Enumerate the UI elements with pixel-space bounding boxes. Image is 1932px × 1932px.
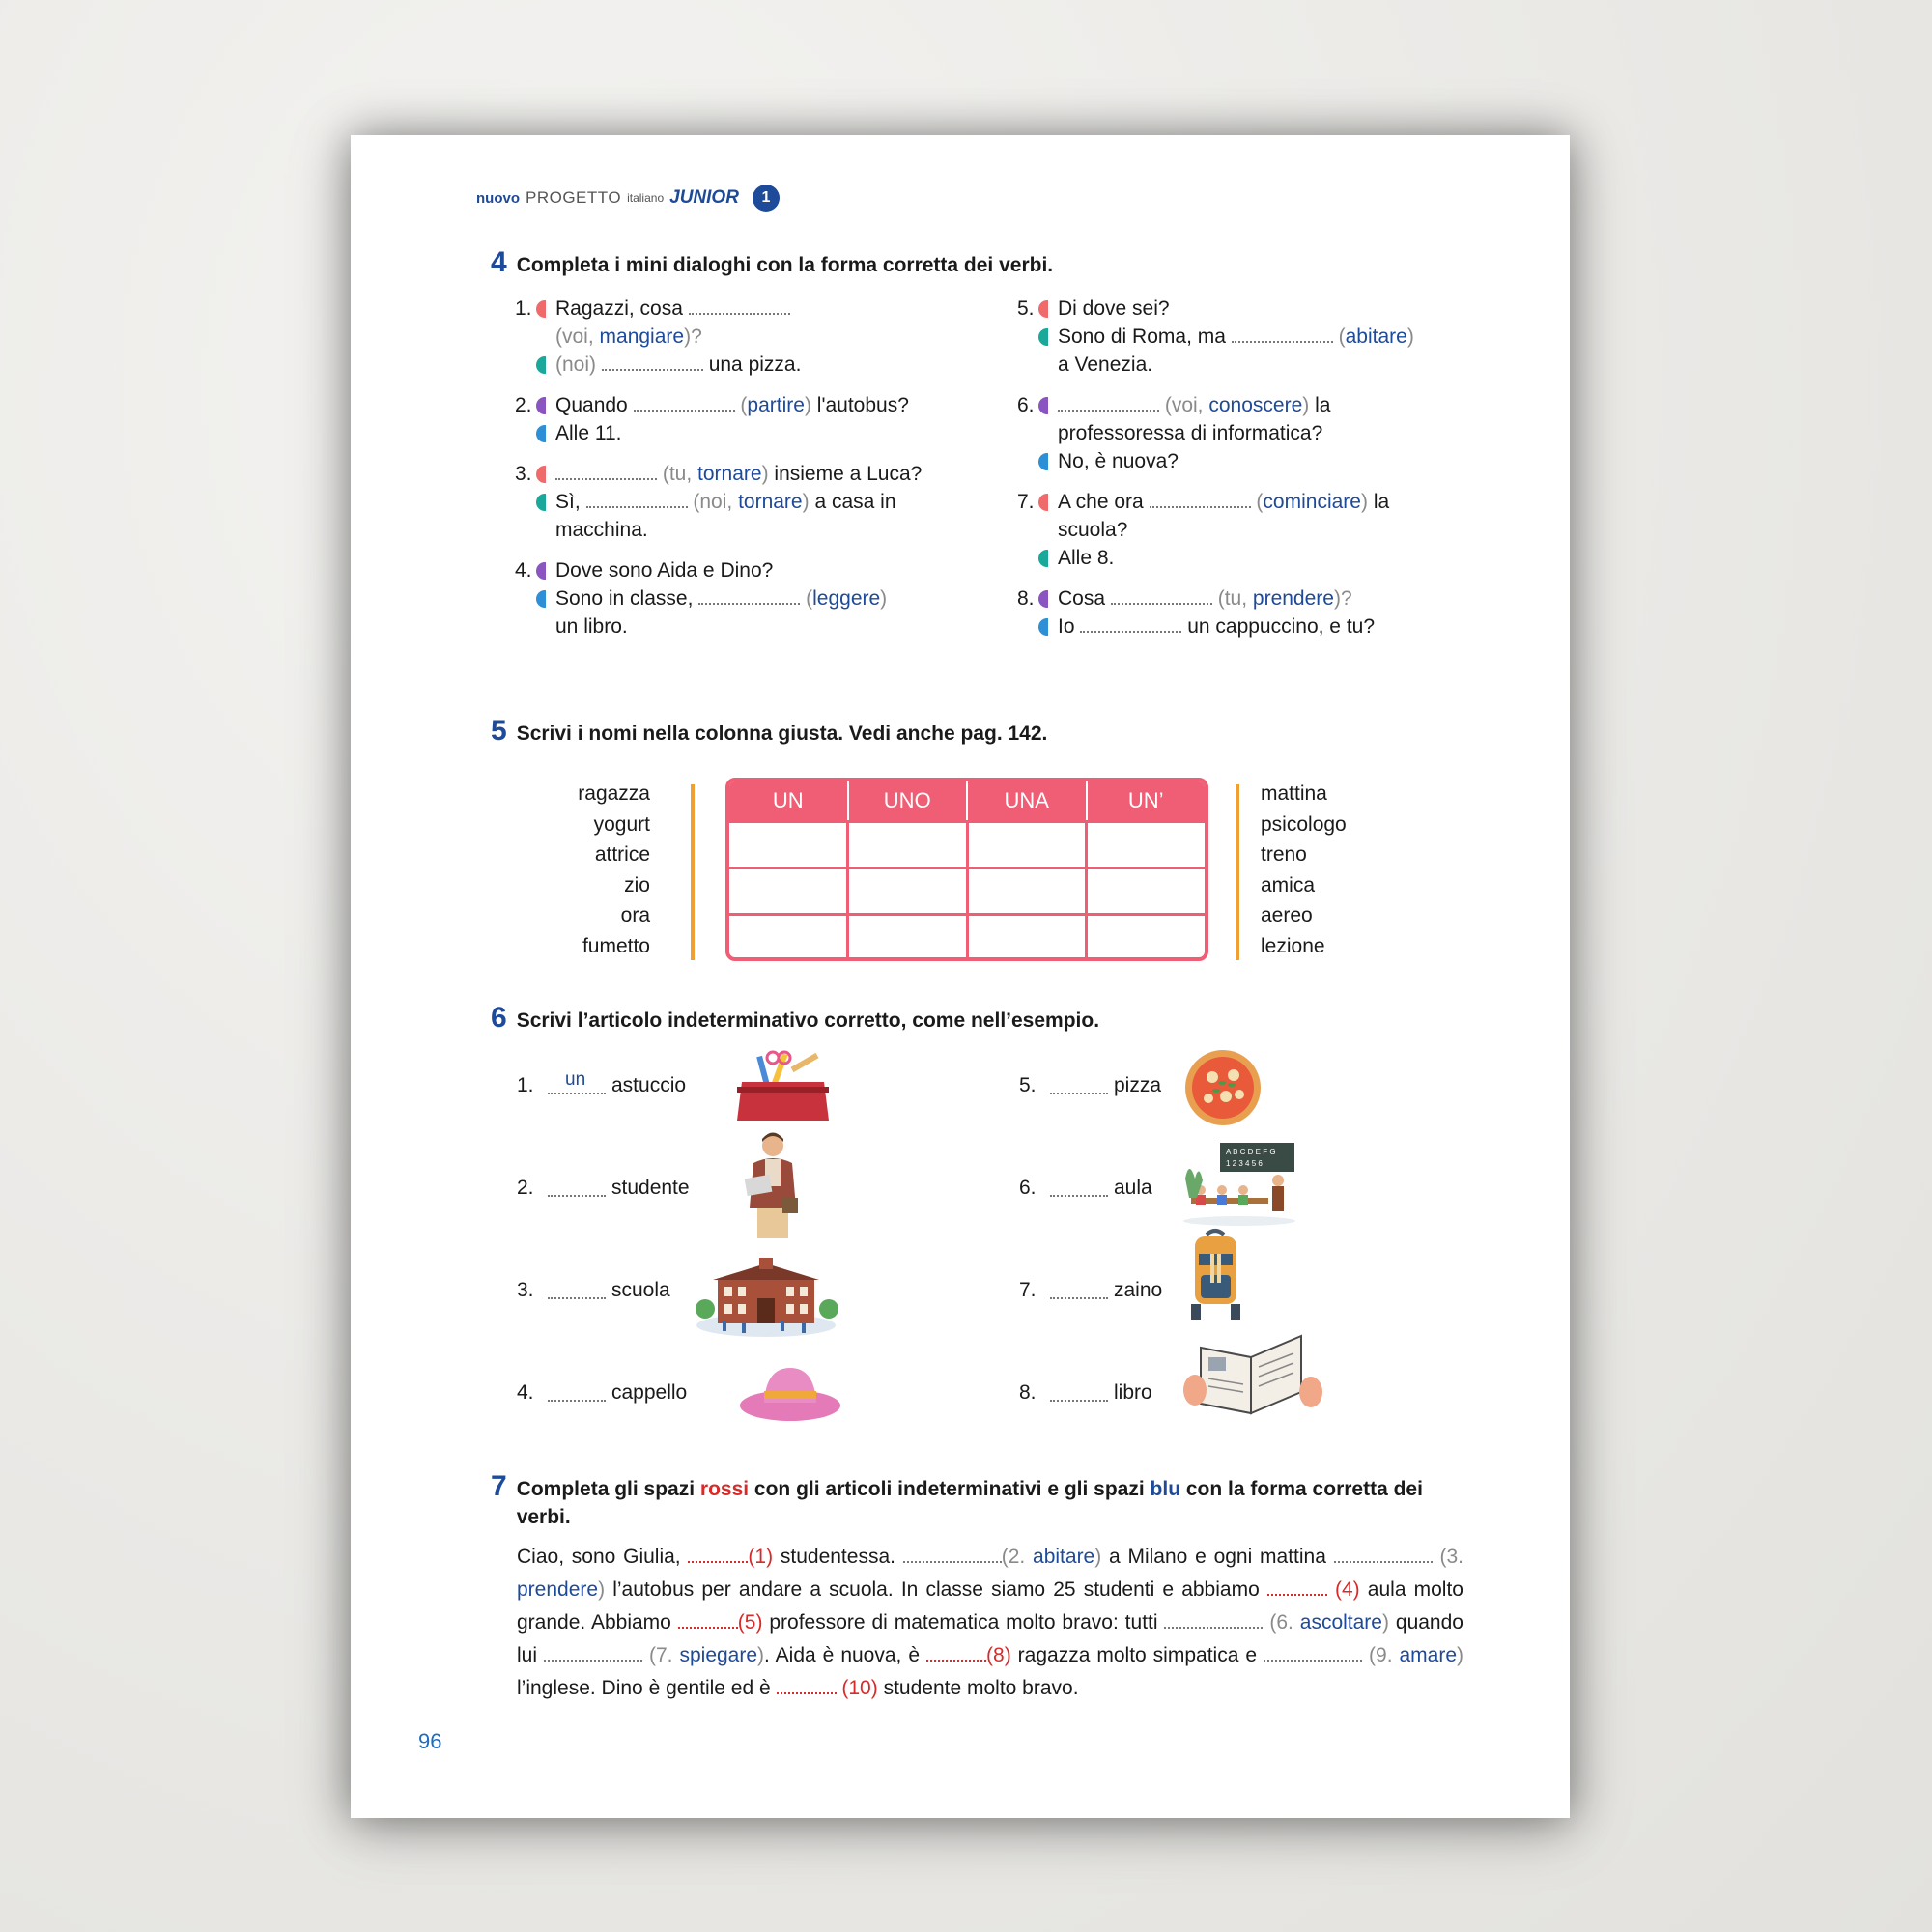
dialogue-text: Ragazzi, cosa [555, 298, 683, 320]
noun-word: scuola [611, 1279, 670, 1301]
blue-blank[interactable] [903, 1548, 1002, 1563]
dialogue-item [988, 584, 1491, 640]
item-number: 3. [517, 1279, 534, 1301]
student-icon [732, 1130, 814, 1241]
series-logo [476, 184, 780, 213]
blank-number: (5) [737, 1611, 763, 1634]
column-header: UNO [847, 781, 967, 820]
speech-bubble-icon [1038, 618, 1048, 636]
exercise-instruction: Completa i mini dialoghi con la forma corretta dei verbi. [516, 254, 1054, 276]
answer-blank[interactable] [1050, 1077, 1108, 1094]
exercise-number: 6 [491, 1002, 507, 1034]
table-row [729, 867, 1205, 913]
answer-blank[interactable] [689, 298, 790, 315]
classroom-icon [1181, 1140, 1297, 1227]
speech-bubble-icon [1038, 397, 1048, 414]
hint-text: (3. [1439, 1546, 1463, 1568]
blackboard-letters: A B C D E F G [1226, 1148, 1276, 1156]
verb-hint: abitare [1033, 1546, 1095, 1568]
example-answer: un [565, 1069, 586, 1090]
dialogue-text: professoressa di informatica? [1058, 422, 1323, 444]
paragraph-text: professore di matematica molto bravo: tutti [769, 1611, 1158, 1634]
answer-blank[interactable] [1232, 326, 1333, 343]
dialogue-text: una pizza. [708, 354, 802, 376]
backpack-icon [1189, 1227, 1242, 1323]
word-item: zio [624, 873, 650, 896]
word-list-left [515, 779, 650, 961]
speech-bubble-icon [536, 397, 546, 414]
instruction-text: Completa gli spazi [516, 1478, 700, 1500]
logo-nuovo: nuovo [476, 189, 520, 207]
paragraph-text: e [1245, 1644, 1258, 1666]
dialogue-text: Quando [555, 394, 628, 416]
dialogue-text: Dove sono Aida e Dino? [555, 559, 774, 582]
answer-blank[interactable] [1150, 491, 1251, 508]
noun-word: studente [611, 1177, 690, 1199]
answer-blank[interactable] [1058, 394, 1159, 412]
hint-text: )? [1333, 587, 1352, 610]
table-cell[interactable] [846, 823, 966, 867]
table-cell[interactable] [966, 823, 1086, 867]
table-cell[interactable] [846, 869, 966, 913]
speech-bubble-icon [536, 494, 546, 511]
paragraph-text: studentessa. [780, 1546, 895, 1568]
hint-text: (tu, [1217, 587, 1253, 610]
answer-blank[interactable] [698, 587, 800, 605]
dialogue-text: macchina. [555, 519, 648, 541]
verb-hint: leggere [812, 587, 881, 610]
exercise-6-heading [491, 1002, 1099, 1035]
item-number: 4. [517, 1381, 534, 1404]
word-item: lezione [1261, 934, 1325, 957]
exercise-instruction [517, 1475, 1457, 1531]
exercise-4-left-column [486, 295, 969, 653]
noun-word: astuccio [611, 1074, 687, 1096]
table-cell[interactable] [1085, 869, 1205, 913]
dialogue-text: Di dove sei? [1058, 298, 1170, 320]
noun-word: pizza [1114, 1074, 1162, 1096]
dialogue-text: Io [1058, 615, 1075, 638]
logo-italiano: italiano [627, 191, 665, 205]
article-item [1019, 1074, 1161, 1097]
exercise-number: 4 [491, 246, 507, 278]
answer-blank[interactable] [548, 1179, 606, 1197]
word-item: ragazza [578, 782, 650, 805]
table-cell[interactable] [966, 916, 1086, 959]
answer-blank[interactable] [548, 1069, 606, 1094]
hint-text: ) [1094, 1546, 1102, 1568]
word-item: fumetto [582, 934, 650, 957]
speech-bubble-icon [536, 562, 546, 580]
workbook-page [351, 135, 1570, 1818]
word-item: treno [1261, 843, 1307, 866]
page-number: 96 [418, 1729, 442, 1753]
answer-blank[interactable] [1050, 1179, 1108, 1197]
dialogue-text: A che ora [1058, 491, 1144, 513]
verb-hint: cominciare [1263, 491, 1361, 513]
dialogue-item [486, 460, 969, 544]
hint-text: ( [1338, 326, 1346, 348]
article-item [517, 1177, 690, 1200]
exercise-4-right-column [988, 295, 1491, 653]
dialogue-item [486, 556, 969, 640]
speech-bubble-icon [536, 300, 546, 318]
article-table [725, 778, 1208, 961]
blank-number: (4) [1335, 1578, 1360, 1601]
item-number: 6. [1017, 394, 1035, 416]
table-row [729, 913, 1205, 959]
answer-blank[interactable] [548, 1282, 606, 1299]
red-blank[interactable] [1267, 1580, 1327, 1596]
word-item: psicologo [1261, 812, 1347, 836]
hint-text: (tu, [662, 463, 698, 485]
dialogue-item [486, 295, 969, 379]
red-blank[interactable] [926, 1646, 986, 1662]
answer-blank[interactable] [548, 1384, 606, 1402]
item-number: 2. [515, 394, 532, 416]
paragraph-text: . Aida è nuova, è [764, 1644, 921, 1666]
blank-number: (10) [841, 1677, 878, 1699]
hint-text: ) [1406, 326, 1414, 348]
speech-bubble-icon [536, 356, 546, 374]
table-cell[interactable] [729, 869, 846, 913]
item-number: 8. [1017, 587, 1035, 610]
item-number: 1. [517, 1074, 534, 1096]
item-number: 8. [1019, 1381, 1037, 1404]
dialogue-text: Sono di Roma, ma [1058, 326, 1226, 348]
item-number: 4. [515, 559, 532, 582]
hint-text: (noi, [693, 491, 739, 513]
hint-text: ( [806, 587, 813, 610]
blackboard-numbers: 1 2 3 4 5 6 [1226, 1159, 1263, 1168]
hint-text: ) [1302, 394, 1310, 416]
dialogue-text: l'autobus? [816, 394, 909, 416]
word-list-right [1261, 779, 1415, 961]
answer-blank[interactable] [586, 491, 688, 508]
hat-icon [737, 1362, 843, 1425]
dialogue-text: a casa in [814, 491, 896, 513]
item-number: 7. [1017, 491, 1035, 513]
hint-text: ) [880, 587, 888, 610]
word-item: mattina [1261, 782, 1327, 805]
speech-bubble-icon [1038, 300, 1048, 318]
column-header: UN [772, 788, 804, 812]
exercise-instruction: Scrivi i nomi nella colonna giusta. Vedi anche pag. 142. [516, 723, 1048, 745]
blue-blank[interactable] [1164, 1613, 1263, 1629]
cloze-paragraph [517, 1541, 1463, 1705]
hint-text: (2. [1001, 1546, 1034, 1568]
blue-blank[interactable] [1334, 1548, 1433, 1563]
hint-text: ) [598, 1578, 606, 1601]
verb-hint: prendere [517, 1578, 599, 1601]
speech-bubble-icon [1038, 550, 1048, 567]
dialogue-text: un libro. [555, 615, 628, 638]
verb-hint: tornare [738, 491, 803, 513]
table-cell[interactable] [966, 869, 1086, 913]
noun-word: aula [1114, 1177, 1152, 1199]
hint-text: ) [804, 394, 811, 416]
instruction-blue-word: blu [1150, 1478, 1181, 1500]
instruction-red-word: rossi [699, 1478, 750, 1500]
dialogue-text: Sono in classe, [555, 587, 694, 610]
dialogue-item [988, 391, 1491, 475]
instruction-text: con gli articoli indeterminativi e gli spazi [749, 1478, 1151, 1500]
hint-text: (6. [1269, 1611, 1300, 1634]
exercise-7-heading [491, 1470, 1457, 1531]
hint-text: ( [740, 394, 748, 416]
hint-text: ) [1381, 1611, 1389, 1634]
table-row [729, 820, 1205, 867]
dialogue-text: la [1315, 394, 1331, 416]
dialogue-text: scuola? [1058, 519, 1128, 541]
article-item [517, 1069, 687, 1097]
answer-blank[interactable] [602, 354, 703, 371]
exercise-number: 5 [491, 715, 507, 747]
item-number: 6. [1019, 1177, 1037, 1199]
speech-bubble-icon [536, 590, 546, 608]
hint-text: (9. [1369, 1644, 1400, 1666]
item-number: 2. [517, 1177, 534, 1199]
logo-progetto: PROGETTO [526, 188, 622, 207]
hint-text: ) [802, 491, 810, 513]
dialogue-text: a Venezia. [1058, 354, 1153, 376]
hint-text: ( [1256, 491, 1264, 513]
answer-blank[interactable] [1050, 1384, 1108, 1402]
exercise-4-heading [491, 246, 1053, 279]
dialogue-text: Sì, [555, 491, 581, 513]
speech-bubble-icon [1038, 328, 1048, 346]
answer-blank[interactable] [1080, 615, 1181, 633]
dialogue-text: Alle 11. [555, 422, 622, 444]
blank-number: (1) [748, 1546, 774, 1568]
article-item [1019, 1177, 1152, 1200]
item-number: 7. [1019, 1279, 1037, 1301]
table-cell[interactable] [729, 823, 846, 867]
table-header [729, 781, 1205, 820]
exercise-number: 7 [491, 1470, 507, 1502]
article-item [1019, 1279, 1162, 1302]
table-cell[interactable] [1085, 916, 1205, 959]
verb-hint: abitare [1345, 326, 1407, 348]
hint-text: ) [1457, 1644, 1464, 1666]
dialogue-text: No, è nuova? [1058, 450, 1179, 472]
dialogue-item [486, 391, 969, 447]
logo-junior: JUNIOR [669, 187, 739, 208]
article-item [517, 1279, 670, 1302]
verb-hint: prendere [1252, 587, 1334, 610]
red-blank[interactable] [678, 1613, 738, 1629]
orange-divider-left [691, 784, 695, 960]
pizza-icon [1183, 1048, 1263, 1127]
noun-word: zaino [1114, 1279, 1163, 1301]
blue-blank[interactable] [1264, 1646, 1362, 1662]
dialogue-text: Cosa [1058, 587, 1106, 610]
answer-blank[interactable] [1111, 587, 1212, 605]
word-item: attrice [594, 843, 650, 866]
exercise-5-heading [491, 715, 1047, 748]
hint-text: )? [684, 326, 702, 348]
column-header: UNA [966, 781, 1086, 820]
verb-hint: partire [747, 394, 805, 416]
volume-badge: 1 [753, 185, 780, 212]
verb-hint: ascoltare [1299, 1611, 1382, 1634]
table-cell[interactable] [729, 916, 846, 959]
paragraph-text: l’inglese. Dino è gentile ed è [517, 1677, 771, 1699]
answer-blank[interactable] [1050, 1282, 1108, 1299]
paragraph-text: a Milano e ogni mattina [1109, 1546, 1326, 1568]
open-book-icon [1181, 1328, 1324, 1420]
speech-bubble-icon [1038, 590, 1048, 608]
speech-bubble-icon [536, 466, 546, 483]
item-number: 1. [515, 298, 532, 320]
hint-text: (noi) [555, 354, 597, 376]
item-number: 3. [515, 463, 532, 485]
dialogue-text: la [1373, 491, 1390, 513]
hint-text: (voi, [1164, 394, 1209, 416]
item-number: 5. [1017, 298, 1035, 320]
verb-hint: conoscere [1208, 394, 1303, 416]
word-item: amica [1261, 873, 1316, 896]
speech-bubble-icon [536, 425, 546, 442]
hint-text: (voi, [555, 326, 600, 348]
exercise-instruction: Scrivi l’articolo indeterminativo corretto, come nell’esempio. [516, 1009, 1100, 1032]
table-cell[interactable] [846, 916, 966, 959]
word-item: aereo [1261, 904, 1313, 926]
hint-text: (7. [648, 1644, 680, 1666]
dialogue-text: insieme a Luca? [774, 463, 923, 485]
dialogue-text: un cappuccino, e tu? [1187, 615, 1376, 638]
dialogue-text: Alle 8. [1058, 547, 1115, 569]
noun-word: cappello [611, 1381, 688, 1404]
item-number: 5. [1019, 1074, 1037, 1096]
speech-bubble-icon [1038, 494, 1048, 511]
article-item [1019, 1381, 1152, 1405]
answer-blank[interactable] [555, 463, 657, 480]
school-building-icon [694, 1256, 838, 1338]
hint-text: ) [757, 1644, 765, 1666]
pencil-case-icon [732, 1048, 834, 1125]
noun-word: libro [1114, 1381, 1152, 1404]
blank-number: (8) [986, 1644, 1011, 1666]
paragraph-text: aula molto grande. Abbiamo [517, 1578, 1463, 1634]
verb-hint: amare [1399, 1644, 1458, 1666]
paragraph-text: ragazza molto simpatica [1017, 1644, 1239, 1666]
paragraph-text: studente molto bravo. [883, 1677, 1079, 1699]
verb-hint: tornare [697, 463, 762, 485]
verb-hint: mangiare [599, 326, 685, 348]
instruction-text: con la forma corretta dei verbi. [516, 1478, 1423, 1528]
dialogue-item [988, 295, 1491, 379]
word-item: ora [620, 904, 650, 926]
blue-blank[interactable] [544, 1646, 642, 1662]
answer-blank[interactable] [634, 394, 735, 412]
paragraph-text: l’autobus per andare a scuola. In classe siamo 25 studenti e abbiamo [612, 1578, 1260, 1601]
article-item [517, 1381, 687, 1405]
orange-divider-right [1236, 784, 1239, 960]
dialogue-item [988, 488, 1491, 572]
paragraph-text: Ciao, sono Giulia, [517, 1546, 681, 1568]
column-header: UN’ [1086, 781, 1206, 820]
word-item: yogurt [593, 812, 650, 836]
red-blank[interactable] [688, 1548, 748, 1563]
hint-text: ) [761, 463, 769, 485]
table-cell[interactable] [1085, 823, 1205, 867]
verb-hint: spiegare [679, 1644, 758, 1666]
hint-text: ) [1360, 491, 1368, 513]
paragraph-text: quando lui [517, 1611, 1463, 1666]
speech-bubble-icon [1038, 453, 1048, 470]
red-blank[interactable] [777, 1679, 837, 1694]
